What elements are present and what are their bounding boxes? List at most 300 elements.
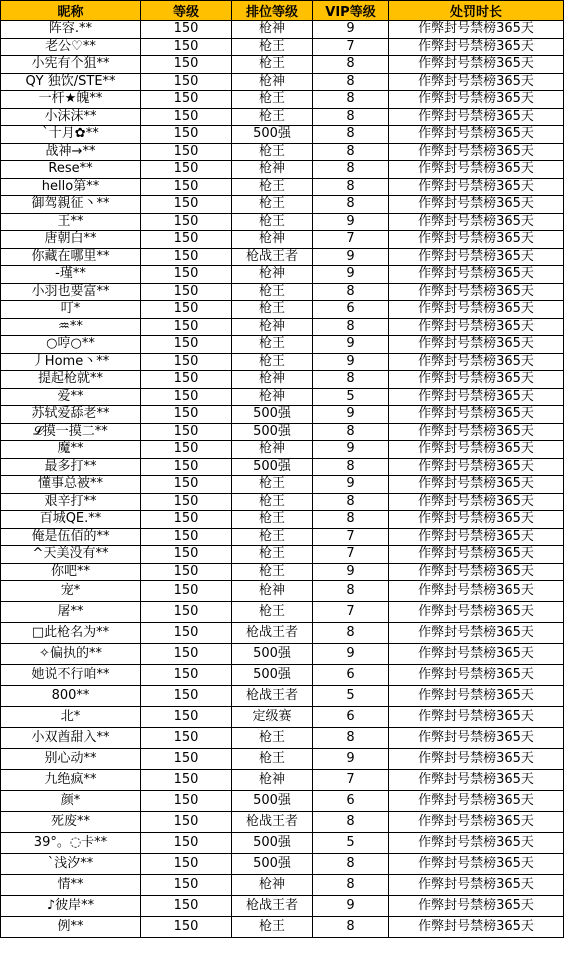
rank-tier-cell: 枪神 [232,318,313,336]
nickname-cell: 最多打** [1,458,141,476]
vip-level-cell: 8 [313,161,389,179]
rank-tier-cell: 枪神 [232,73,313,91]
nickname-cell: 战神→** [1,143,141,161]
level-cell: 150 [141,728,232,749]
table-row [1,38,564,56]
vip-level-cell: 8 [313,728,389,749]
rank-tier-cell: 枪战王者 [232,896,313,917]
table-row [1,686,564,707]
level-cell: 150 [141,833,232,854]
penalty-duration-cell: 作弊封号禁榜365天 [389,563,564,581]
penalty-duration-cell: 作弊封号禁榜365天 [389,707,564,728]
rank-tier-cell: 枪神 [232,231,313,249]
nickname-cell: 丿Home丶** [1,353,141,371]
level-cell: 150 [141,178,232,196]
table-row [1,283,564,301]
penalty-duration-cell: 作弊封号禁榜365天 [389,770,564,791]
level-cell: 150 [141,749,232,770]
rank-tier-cell: 枪神 [232,875,313,896]
table-row [1,266,564,284]
table-row [1,56,564,74]
penalty-duration-cell: 作弊封号禁榜365天 [389,441,564,459]
penalty-duration-cell: 作弊封号禁榜365天 [389,749,564,770]
level-cell: 150 [141,38,232,56]
penalty-duration-cell: 作弊封号禁榜365天 [389,143,564,161]
table-row [1,707,564,728]
vip-level-cell: 6 [313,791,389,812]
nickname-cell: 艰辛打** [1,493,141,511]
nickname-cell: 小羽也要富** [1,283,141,301]
vip-level-cell: 8 [313,917,389,938]
rank-tier-cell: 枪战王者 [232,686,313,707]
nickname-cell: QY 独饮/STE** [1,73,141,91]
level-cell: 150 [141,546,232,564]
penalty-duration-cell: 作弊封号禁榜365天 [389,665,564,686]
rank-tier-cell: 枪战王者 [232,248,313,266]
nickname-cell: 小宪有个狙** [1,56,141,74]
penalty-duration-cell: 作弊封号禁榜365天 [389,318,564,336]
level-cell: 150 [141,644,232,665]
nickname-cell: 小双酋甜入** [1,728,141,749]
vip-level-cell: 9 [313,266,389,284]
rank-tier-cell: 枪王 [232,213,313,231]
nickname-cell: 唐朝白** [1,231,141,249]
penalty-duration-cell: 作弊封号禁榜365天 [389,623,564,644]
vip-level-cell: 8 [313,581,389,602]
header-nickname: 昵称 [1,1,141,21]
rank-tier-cell: 枪王 [232,143,313,161]
level-cell: 150 [141,476,232,494]
level-cell: 150 [141,91,232,109]
nickname-cell: hello第** [1,178,141,196]
penalty-duration-cell: 作弊封号禁榜365天 [389,875,564,896]
rank-tier-cell: 枪王 [232,91,313,109]
nickname-cell: 俺是伍佰的** [1,528,141,546]
table-row [1,231,564,249]
table-row [1,896,564,917]
level-cell: 150 [141,623,232,644]
vip-level-cell: 8 [313,623,389,644]
penalty-duration-cell: 作弊封号禁榜365天 [389,91,564,109]
level-cell: 150 [141,896,232,917]
table-row [1,91,564,109]
table-row [1,108,564,126]
vip-level-cell: 8 [313,318,389,336]
rank-tier-cell: 枪战王者 [232,623,313,644]
vip-level-cell: 9 [313,644,389,665]
nickname-cell: 九绝疯** [1,770,141,791]
level-cell: 150 [141,388,232,406]
level-cell: 150 [141,406,232,424]
table-row [1,546,564,564]
level-cell: 150 [141,563,232,581]
level-cell: 150 [141,528,232,546]
header-vip-level: VIP等级 [313,1,389,21]
level-cell: 150 [141,581,232,602]
rank-tier-cell: 500强 [232,644,313,665]
penalty-duration-cell: 作弊封号禁榜365天 [389,301,564,319]
penalty-duration-cell: 作弊封号禁榜365天 [389,213,564,231]
penalty-duration-cell: 作弊封号禁榜365天 [389,581,564,602]
table-row [1,581,564,602]
rank-tier-cell: 500强 [232,458,313,476]
penalty-duration-cell: 作弊封号禁榜365天 [389,266,564,284]
vip-level-cell: 8 [313,854,389,875]
table-row [1,791,564,812]
vip-level-cell: 8 [313,56,389,74]
nickname-cell: 爱** [1,388,141,406]
vip-level-cell: 9 [313,248,389,266]
vip-level-cell: 8 [313,283,389,301]
penalty-duration-cell: 作弊封号禁榜365天 [389,21,564,39]
header-level: 等级 [141,1,232,21]
table-body [1,21,564,938]
penalty-duration-cell: 作弊封号禁榜365天 [389,73,564,91]
vip-level-cell: 7 [313,528,389,546]
table-row [1,749,564,770]
rank-tier-cell: 500强 [232,423,313,441]
penalty-duration-cell: 作弊封号禁榜365天 [389,178,564,196]
level-cell: 150 [141,318,232,336]
level-cell: 150 [141,301,232,319]
table-row [1,336,564,354]
vip-level-cell: 9 [313,21,389,39]
vip-level-cell: 5 [313,686,389,707]
level-cell: 150 [141,791,232,812]
penalty-duration-cell: 作弊封号禁榜365天 [389,602,564,623]
level-cell: 150 [141,917,232,938]
table-row [1,318,564,336]
nickname-cell: ♒** [1,318,141,336]
penalty-duration-cell: 作弊封号禁榜365天 [389,161,564,179]
nickname-cell: 苏轼爱舔老** [1,406,141,424]
rank-tier-cell: 枪王 [232,728,313,749]
vip-level-cell: 7 [313,602,389,623]
rank-tier-cell: 枪战王者 [232,812,313,833]
rank-tier-cell: 枪神 [232,770,313,791]
penalty-duration-cell: 作弊封号禁榜365天 [389,728,564,749]
penalty-duration-cell: 作弊封号禁榜365天 [389,38,564,56]
rank-tier-cell: 500强 [232,833,313,854]
nickname-cell: 800** [1,686,141,707]
rank-tier-cell: 枪王 [232,353,313,371]
penalty-duration-cell: 作弊封号禁榜365天 [389,353,564,371]
level-cell: 150 [141,248,232,266]
nickname-cell: 屠** [1,602,141,623]
level-cell: 150 [141,353,232,371]
level-cell: 150 [141,707,232,728]
nickname-cell: 你吧** [1,563,141,581]
table-row [1,126,564,144]
vip-level-cell: 8 [313,73,389,91]
nickname-cell: 39°。◌卡** [1,833,141,854]
rank-tier-cell: 枪神 [232,371,313,389]
penalty-duration-cell: 作弊封号禁榜365天 [389,546,564,564]
penalty-duration-cell: 作弊封号禁榜365天 [389,336,564,354]
level-cell: 150 [141,126,232,144]
vip-level-cell: 6 [313,707,389,728]
penalty-duration-cell: 作弊封号禁榜365天 [389,896,564,917]
table-row [1,770,564,791]
rank-tier-cell: 枪王 [232,336,313,354]
nickname-cell: ♪彼岸** [1,896,141,917]
table-row [1,143,564,161]
table-row [1,528,564,546]
rank-tier-cell: 500强 [232,665,313,686]
level-cell: 150 [141,161,232,179]
vip-level-cell: 9 [313,441,389,459]
rank-tier-cell: 枪王 [232,493,313,511]
vip-level-cell: 8 [313,108,389,126]
penalty-duration-cell: 作弊封号禁榜365天 [389,371,564,389]
nickname-cell: 例** [1,917,141,938]
table-row [1,511,564,529]
nickname-cell: 你藏在哪里** [1,248,141,266]
table-row [1,406,564,424]
rank-tier-cell: 枪神 [232,581,313,602]
penalty-duration-cell: 作弊封号禁榜365天 [389,917,564,938]
level-cell: 150 [141,21,232,39]
table-row [1,371,564,389]
level-cell: 150 [141,441,232,459]
nickname-cell: 王** [1,213,141,231]
level-cell: 150 [141,493,232,511]
table-row [1,644,564,665]
vip-level-cell: 9 [313,476,389,494]
table-row [1,602,564,623]
vip-level-cell: 9 [313,563,389,581]
penalty-duration-cell: 作弊封号禁榜365天 [389,388,564,406]
rank-tier-cell: 枪王 [232,196,313,214]
vip-level-cell: 9 [313,406,389,424]
nickname-cell: `十月✿** [1,126,141,144]
vip-level-cell: 7 [313,38,389,56]
vip-level-cell: 7 [313,546,389,564]
nickname-cell: -瑾** [1,266,141,284]
table-row [1,493,564,511]
vip-level-cell: 6 [313,301,389,319]
nickname-cell: 𝓛摸一摸二** [1,423,141,441]
rank-tier-cell: 枪王 [232,563,313,581]
nickname-cell: ○哼○** [1,336,141,354]
header-rank-tier: 排位等级 [232,1,313,21]
penalty-duration-cell: 作弊封号禁榜365天 [389,511,564,529]
penalty-duration-cell: 作弊封号禁榜365天 [389,644,564,665]
table-row [1,21,564,39]
penalty-duration-cell: 作弊封号禁榜365天 [389,248,564,266]
table-row [1,917,564,938]
penalty-duration-cell: 作弊封号禁榜365天 [389,493,564,511]
penalty-duration-cell: 作弊封号禁榜365天 [389,854,564,875]
table-row [1,854,564,875]
penalty-duration-cell: 作弊封号禁榜365天 [389,56,564,74]
rank-tier-cell: 枪王 [232,528,313,546]
vip-level-cell: 8 [313,423,389,441]
nickname-cell: 小沫沫** [1,108,141,126]
penalty-duration-cell: 作弊封号禁榜365天 [389,423,564,441]
penalty-duration-cell: 作弊封号禁榜365天 [389,458,564,476]
table-row [1,563,564,581]
vip-level-cell: 8 [313,126,389,144]
rank-tier-cell: 500强 [232,126,313,144]
table-row [1,875,564,896]
table-row [1,248,564,266]
penalty-duration-cell: 作弊封号禁榜365天 [389,528,564,546]
vip-level-cell: 8 [313,458,389,476]
penalty-duration-cell: 作弊封号禁榜365天 [389,833,564,854]
level-cell: 150 [141,108,232,126]
vip-level-cell: 8 [313,178,389,196]
penalty-duration-cell: 作弊封号禁榜365天 [389,791,564,812]
rank-tier-cell: 枪王 [232,917,313,938]
nickname-cell: 颜* [1,791,141,812]
penalty-duration-cell: 作弊封号禁榜365天 [389,231,564,249]
nickname-cell: 情** [1,875,141,896]
rank-tier-cell: 枪神 [232,161,313,179]
vip-level-cell: 5 [313,833,389,854]
level-cell: 150 [141,283,232,301]
nickname-cell: 懂事总被** [1,476,141,494]
table-row [1,178,564,196]
rank-tier-cell: 枪神 [232,21,313,39]
level-cell: 150 [141,770,232,791]
penalty-duration-cell: 作弊封号禁榜365天 [389,126,564,144]
vip-level-cell: 9 [313,213,389,231]
level-cell: 150 [141,665,232,686]
rank-tier-cell: 枪神 [232,266,313,284]
vip-level-cell: 8 [313,875,389,896]
nickname-cell: `浅汐** [1,854,141,875]
nickname-cell: Rese** [1,161,141,179]
level-cell: 150 [141,143,232,161]
table-row [1,161,564,179]
rank-tier-cell: 枪神 [232,388,313,406]
table-row [1,665,564,686]
nickname-cell: 提起枪就** [1,371,141,389]
table-row [1,196,564,214]
rank-tier-cell: 枪神 [232,441,313,459]
table-row [1,728,564,749]
table-row [1,423,564,441]
rank-tier-cell: 枪王 [232,108,313,126]
table-row [1,833,564,854]
table-row [1,213,564,231]
level-cell: 150 [141,73,232,91]
level-cell: 150 [141,812,232,833]
vip-level-cell: 9 [313,749,389,770]
rank-tier-cell: 枪王 [232,511,313,529]
vip-level-cell: 8 [313,371,389,389]
penalty-duration-cell: 作弊封号禁榜365天 [389,812,564,833]
vip-level-cell: 9 [313,336,389,354]
table-row [1,476,564,494]
nickname-cell: 北* [1,707,141,728]
rank-tier-cell: 定级赛 [232,707,313,728]
rank-tier-cell: 枪王 [232,546,313,564]
penalty-duration-cell: 作弊封号禁榜365天 [389,406,564,424]
level-cell: 150 [141,371,232,389]
level-cell: 150 [141,336,232,354]
nickname-cell: 老公♡** [1,38,141,56]
vip-level-cell: 8 [313,196,389,214]
penalty-duration-cell: 作弊封号禁榜365天 [389,196,564,214]
level-cell: 150 [141,266,232,284]
vip-level-cell: 9 [313,896,389,917]
nickname-cell: 别心动** [1,749,141,770]
rank-tier-cell: 500强 [232,854,313,875]
penalty-duration-cell: 作弊封号禁榜365天 [389,686,564,707]
table-row [1,388,564,406]
level-cell: 150 [141,213,232,231]
vip-level-cell: 8 [313,91,389,109]
nickname-cell: 魔** [1,441,141,459]
level-cell: 150 [141,231,232,249]
nickname-cell: ✧偏执的** [1,644,141,665]
vip-level-cell: 8 [313,511,389,529]
rank-tier-cell: 枪王 [232,602,313,623]
level-cell: 150 [141,854,232,875]
rank-tier-cell: 500强 [232,406,313,424]
level-cell: 150 [141,875,232,896]
vip-level-cell: 5 [313,388,389,406]
nickname-cell: 她说不行咱** [1,665,141,686]
rank-tier-cell: 枪王 [232,178,313,196]
vip-level-cell: 8 [313,493,389,511]
table-row [1,623,564,644]
vip-level-cell: 8 [313,812,389,833]
nickname-cell: ^天美没有** [1,546,141,564]
nickname-cell: 叮* [1,301,141,319]
nickname-cell: □此枪名为** [1,623,141,644]
table-row [1,441,564,459]
rank-tier-cell: 枪王 [232,749,313,770]
nickname-cell: 百城QE.** [1,511,141,529]
vip-level-cell: 7 [313,770,389,791]
level-cell: 150 [141,511,232,529]
penalty-duration-cell: 作弊封号禁榜365天 [389,108,564,126]
table-row [1,812,564,833]
rank-tier-cell: 枪王 [232,56,313,74]
level-cell: 150 [141,56,232,74]
level-cell: 150 [141,686,232,707]
level-cell: 150 [141,196,232,214]
header-penalty-duration: 处罚时长 [389,1,564,21]
header-row [1,1,564,21]
rank-tier-cell: 枪王 [232,283,313,301]
level-cell: 150 [141,602,232,623]
vip-level-cell: 8 [313,143,389,161]
rank-tier-cell: 500强 [232,791,313,812]
table-header [1,1,564,21]
penalty-duration-cell: 作弊封号禁榜365天 [389,476,564,494]
penalty-duration-cell: 作弊封号禁榜365天 [389,283,564,301]
nickname-cell: 宠* [1,581,141,602]
level-cell: 150 [141,458,232,476]
table-row [1,73,564,91]
table-row [1,353,564,371]
vip-level-cell: 6 [313,665,389,686]
table-row [1,301,564,319]
rank-tier-cell: 枪王 [232,301,313,319]
nickname-cell: 一杆★魄** [1,91,141,109]
nickname-cell: 阵容.** [1,21,141,39]
nickname-cell: 御驾親征丶** [1,196,141,214]
vip-level-cell: 7 [313,231,389,249]
level-cell: 150 [141,423,232,441]
vip-level-cell: 9 [313,353,389,371]
rank-tier-cell: 枪王 [232,38,313,56]
table-row [1,458,564,476]
